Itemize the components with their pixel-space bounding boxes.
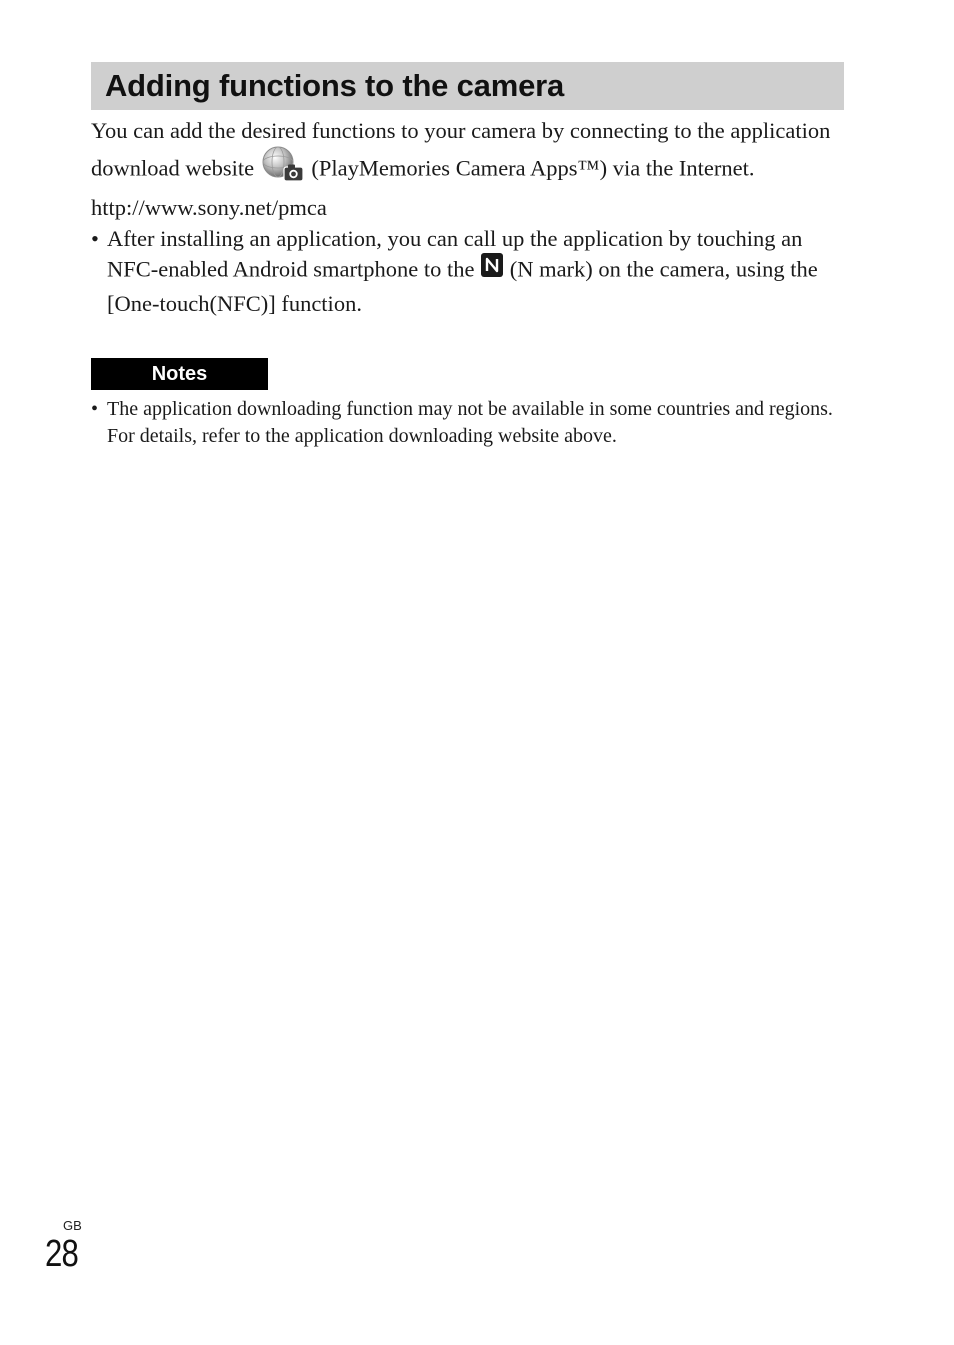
notes-list <box>91 396 851 450</box>
page-number: 28 <box>45 1233 79 1275</box>
bullet-marker: • <box>91 398 99 420</box>
section-header <box>91 62 844 110</box>
url-text: http://www.sony.net/pmca <box>91 195 327 220</box>
notes-label: Notes <box>91 358 268 390</box>
playmemories-camera-apps-icon <box>260 145 306 192</box>
intro-text-after-icon: (PlayMemories Camera Apps™) via the Internet. <box>311 154 755 180</box>
intro-text-before-icon: You can add the desired functions to your camera by connecting to the application download website <box>91 118 831 180</box>
bullet-marker: • <box>91 225 99 251</box>
nfc-text-after-icon: (N mark) on the camera, using the [One-touch(NFC)] function. <box>107 256 818 316</box>
notes-item-text: The application downloading function may not be available in some countries and regions. For details, refer to the application downloading website above. <box>107 398 833 447</box>
intro-paragraph <box>91 116 851 193</box>
n-mark-icon <box>480 252 504 287</box>
nfc-text-before-icon: After installing an application, you can call up the application by touching an NFC-enabled Android smartphone to the <box>107 225 803 282</box>
notes-list-item <box>91 396 851 450</box>
nfc-bullet-item <box>91 224 851 320</box>
body-content <box>91 116 851 319</box>
section-title: Adding functions to the camera <box>105 68 565 103</box>
region-code: GB <box>63 1218 82 1233</box>
